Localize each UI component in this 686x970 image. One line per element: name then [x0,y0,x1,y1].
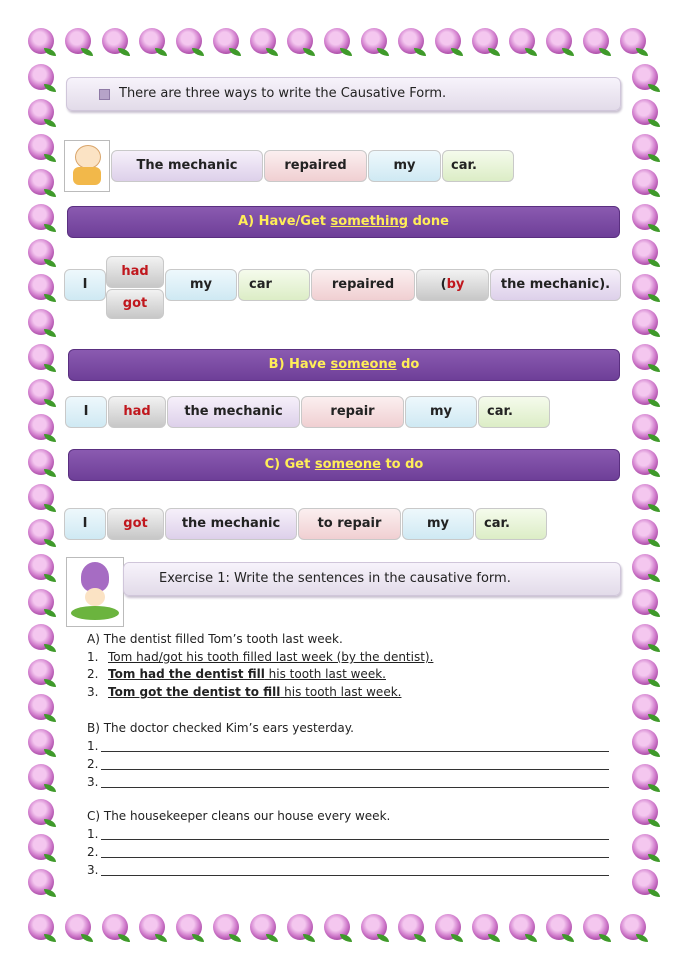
section-b-word-1: I [65,396,107,428]
leaf-icon [44,504,56,512]
section-a-title-pre: A) Have/Get [238,214,331,229]
leaf-icon [648,294,660,302]
exercise-a-answer-3-bold: Tom got the dentist to fill [108,685,281,699]
exercise-c-blank-3[interactable] [101,875,609,876]
section-b-word-2: had [108,396,166,428]
bullet-icon [99,89,110,100]
section-a-verb-had: had [106,256,164,288]
leaf-icon [340,934,352,942]
leaf-icon [599,48,611,56]
section-c-title-key: someone [314,457,381,472]
section-b-word-6: car. [478,396,550,428]
leaf-icon [648,434,660,442]
exercise-a-prompt: A) The dentist filled Tom’s tooth last week. [87,632,343,646]
exercise-b-blank-3[interactable] [101,787,609,788]
leaf-icon [44,259,56,267]
leaf-icon [44,574,56,582]
exercise-c-num-3: 3. [87,863,99,877]
leaf-icon [44,189,56,197]
section-b-title-pre: B) Have [268,357,331,372]
leaf-icon [451,48,463,56]
leaf-icon [44,119,56,127]
leaf-icon [488,934,500,942]
leaf-icon [44,469,56,477]
section-c-word-4: to repair [298,508,401,540]
exercise-c-blank-2[interactable] [101,857,609,858]
leaf-icon [44,934,56,942]
leaf-icon [648,784,660,792]
leaf-icon [525,48,537,56]
section-a-verb-got: got [106,289,164,319]
leaf-icon [562,934,574,942]
section-a-word-car: car [238,269,310,301]
leaf-icon [340,48,352,56]
leaf-icon [155,934,167,942]
exercise-a-num-2: 2. [87,667,99,681]
leaf-icon [648,189,660,197]
leaf-icon [229,48,241,56]
leaf-icon [44,749,56,757]
leaf-icon [44,224,56,232]
leaf-icon [648,749,660,757]
section-a-title-post: done [408,214,449,229]
leaf-icon [648,224,660,232]
exercise-b-blank-1[interactable] [101,751,609,752]
leaf-icon [44,294,56,302]
flower-girl-picture [66,557,124,627]
leaf-icon [44,399,56,407]
section-c-word-1: I [64,508,106,540]
exercise-a-answer-2-rest: his tooth last week. [264,667,386,681]
leaf-icon [303,48,315,56]
mechanic-picture [64,140,110,192]
example-word-1: The mechanic [111,150,263,182]
leaf-icon [155,48,167,56]
exercise-title-bar [123,562,621,596]
section-b-word-3: the mechanic [167,396,300,428]
section-a-word-repaired: repaired [311,269,415,301]
leaf-icon [599,934,611,942]
leaf-icon [118,934,130,942]
section-a-word-mechanic: the mechanic). [490,269,621,301]
leaf-icon [44,329,56,337]
section-c-word-2: got [107,508,164,540]
leaf-icon [229,934,241,942]
leaf-icon [377,48,389,56]
leaf-icon [648,644,660,652]
example-word-4: car. [442,150,514,182]
leaf-icon [562,48,574,56]
intro-note [66,77,621,111]
leaf-icon [648,609,660,617]
leaf-icon [648,574,660,582]
leaf-icon [648,259,660,267]
by-paren: ( [440,277,447,292]
leaf-icon [648,399,660,407]
leaf-icon [44,644,56,652]
leaf-icon [648,84,660,92]
leaf-icon [44,609,56,617]
example-word-3: my [368,150,441,182]
leaf-icon [44,889,56,897]
leaf-icon [648,714,660,722]
section-a-heading [67,206,620,238]
section-a-word-my: my [165,269,237,301]
section-c-title-pre: C) Get [264,457,315,472]
leaf-icon [648,889,660,897]
leaf-icon [303,934,315,942]
leaf-icon [44,154,56,162]
leaf-icon [44,819,56,827]
section-c-word-6: car. [475,508,547,540]
section-b-title-key: someone [330,357,397,372]
leaf-icon [636,48,648,56]
exercise-a-answer-3 [108,685,401,699]
leaf-icon [636,934,648,942]
leaf-icon [414,934,426,942]
leaf-icon [377,934,389,942]
by-word: by [446,277,465,292]
leaf-icon [525,934,537,942]
leaf-icon [44,679,56,687]
leaf-icon [266,934,278,942]
leaf-icon [488,48,500,56]
section-a-title-key: something [330,214,409,229]
exercise-a-answer-2 [108,667,386,681]
leaf-icon [81,48,93,56]
section-b-word-4: repair [301,396,404,428]
section-b-heading [68,349,620,381]
leaf-icon [266,48,278,56]
leaf-icon [44,854,56,862]
example-word-2: repaired [264,150,367,182]
leaf-icon [192,934,204,942]
leaf-icon [81,934,93,942]
leaf-icon [648,119,660,127]
leaf-icon [192,48,204,56]
leaf-icon [44,539,56,547]
exercise-b-blank-2[interactable] [101,769,609,770]
section-b-word-5: my [405,396,477,428]
exercise-a-answer-1: Tom had/got his tooth filled last week (by the dentist). [108,650,434,664]
leaf-icon [44,714,56,722]
leaf-icon [44,48,56,56]
leaf-icon [648,539,660,547]
exercise-a-num-1: 1. [87,650,99,664]
leaf-icon [44,364,56,372]
exercise-c-num-2: 2. [87,845,99,859]
leaf-icon [118,48,130,56]
section-a-word-by [416,269,489,301]
exercise-b-prompt: B) The doctor checked Kim’s ears yesterday. [87,721,354,735]
leaf-icon [44,84,56,92]
exercise-a-answer-2-bold: Tom had the dentist fill [108,667,265,681]
section-a-subject: I [64,269,106,301]
leaf-icon [648,504,660,512]
leaf-icon [648,469,660,477]
intro-text: There are three ways to write the Causative Form. [119,86,447,101]
exercise-c-blank-1[interactable] [101,839,609,840]
section-c-heading [68,449,620,481]
section-c-word-5: my [402,508,474,540]
exercise-title: Exercise 1: Write the sentences in the causative form. [159,571,511,586]
leaf-icon [44,434,56,442]
exercise-b-num-2: 2. [87,757,99,771]
exercise-c-num-1: 1. [87,827,99,841]
exercise-b-num-1: 1. [87,739,99,753]
exercise-a-answer-3-rest: his tooth last week. [280,685,402,699]
leaf-icon [648,819,660,827]
leaf-icon [648,854,660,862]
leaf-icon [451,934,463,942]
exercise-c-prompt: C) The housekeeper cleans our house every week. [87,809,391,823]
leaf-icon [648,679,660,687]
leaf-icon [648,329,660,337]
leaf-icon [44,784,56,792]
exercise-a-num-3: 3. [87,685,99,699]
leaf-icon [648,364,660,372]
section-b-title-post: do [396,357,420,372]
exercise-b-num-3: 3. [87,775,99,789]
worksheet-page [58,62,630,908]
section-c-word-3: the mechanic [165,508,297,540]
leaf-icon [648,154,660,162]
leaf-icon [414,48,426,56]
section-c-title-post: to do [380,457,424,472]
